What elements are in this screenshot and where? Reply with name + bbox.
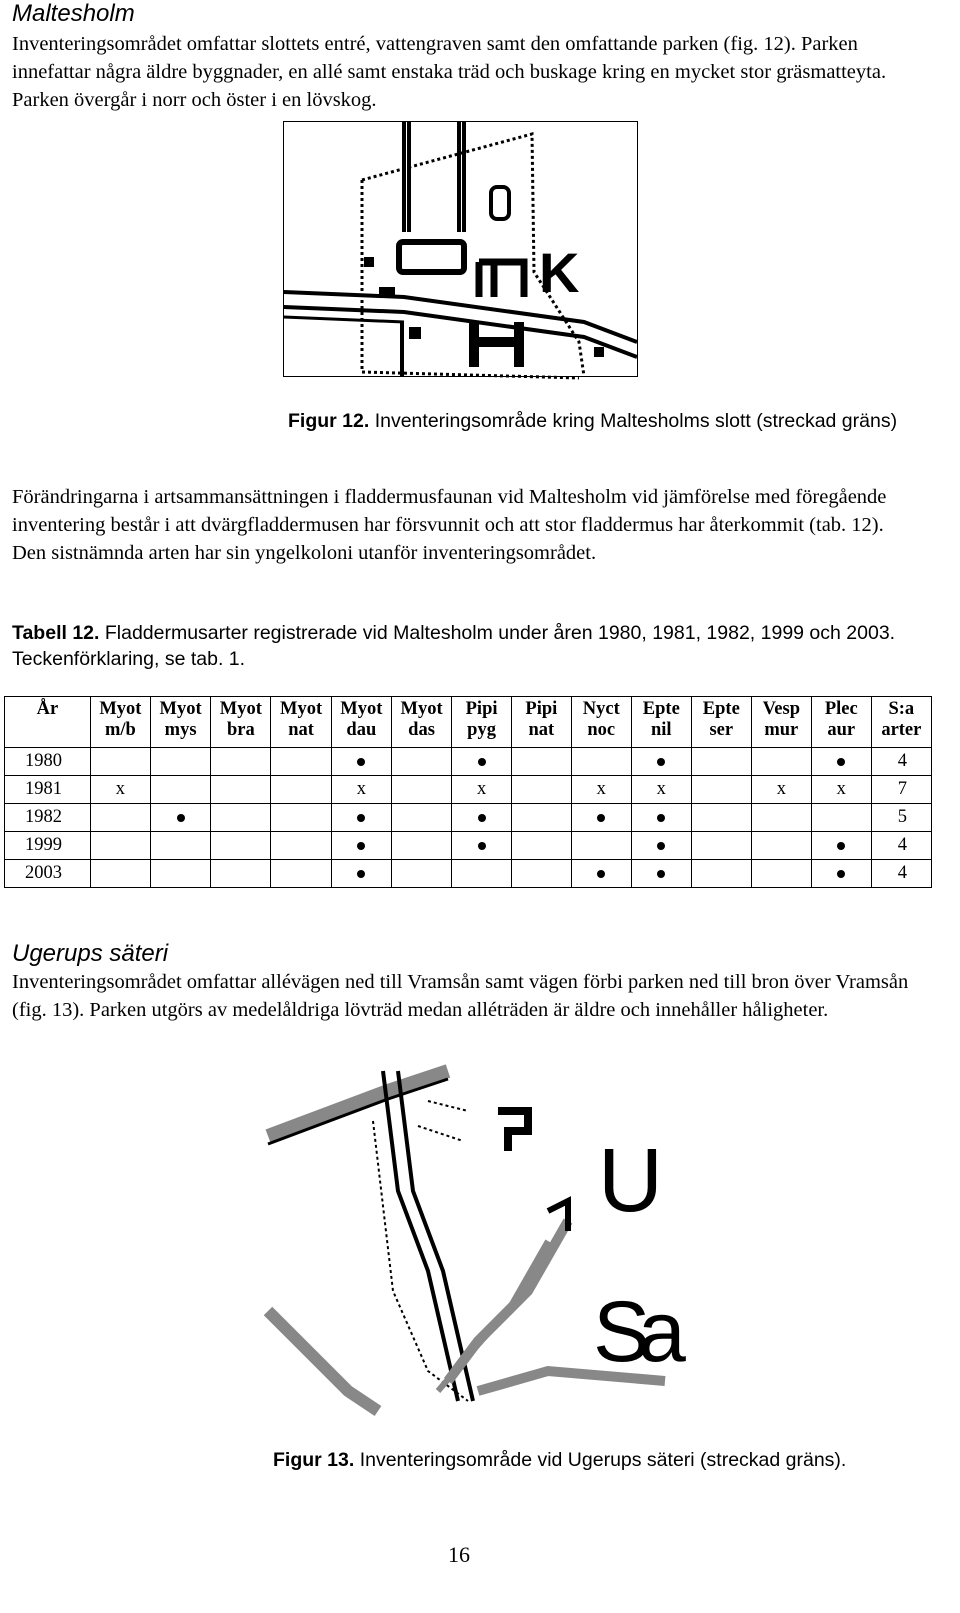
table-row <box>5 804 932 832</box>
table-12-label: Tabell 12. <box>12 622 100 644</box>
figure-12-map <box>283 121 638 377</box>
table-cell <box>811 804 871 832</box>
observation-dot-icon <box>597 814 605 822</box>
table-header-line-2: dau <box>346 720 377 740</box>
paragraph-changes: Förändringarna i artsammansättningen i fladdermusfaunan vid Maltesholm vid jämförelse med föregående inventering består i att dvärgfladdermusen har försvunnit och att stor fladdermus har återkommit (tab. 12). Den sistnämnda arten har sin yngelkoloni utanför inventeringsområdet. <box>12 486 887 564</box>
table-cell <box>271 748 331 776</box>
maltesholm-map-drawing <box>284 122 637 376</box>
table-header-cell <box>571 697 631 748</box>
table-cell: x <box>811 776 871 804</box>
table-header-cell <box>631 697 691 748</box>
table-cell <box>211 776 271 804</box>
table-cell <box>391 804 451 832</box>
table-header-cell <box>811 697 871 748</box>
table-12-caption-text: Fladdermusarter registrerade vid Maltesholm under åren 1980, 1981, 1982, 1999 och 2003. Teckenförklaring, se tab. 1. <box>12 622 896 670</box>
table-header-cell <box>331 697 391 748</box>
observation-dot-icon <box>837 758 845 766</box>
figure-13-map <box>268 1071 686 1411</box>
table-cell-observed <box>631 832 691 860</box>
map-label-k: K <box>539 241 580 304</box>
table-cell-observed <box>811 748 871 776</box>
table-cell-observed <box>452 804 512 832</box>
table-header-line-2: ser <box>709 720 734 740</box>
table-header-line-2: m/b <box>104 720 136 740</box>
table-cell: x <box>751 776 811 804</box>
map-label-a: a <box>638 1284 686 1380</box>
table-cell-year: 1999 <box>5 832 91 860</box>
table-cell <box>391 832 451 860</box>
table-cell <box>90 748 150 776</box>
observation-dot-icon <box>478 758 486 766</box>
section-intro-maltesholm: Inventeringsområdet omfattar slottets entré, vattengraven samt den omfattande parken (fig. 12). Parken innefattar några äldre byggnader, en allé samt enstaka träd och buskage kring en mycket stor gräsmatteyta. Parken övergår i norr och öster i en lövskog. <box>12 33 887 111</box>
table-cell-year: 1981 <box>5 776 91 804</box>
table-cell-observed <box>452 832 512 860</box>
table-cell-observed <box>331 804 391 832</box>
table-row <box>5 748 932 776</box>
table-cell <box>90 804 150 832</box>
table-cell-observed <box>811 832 871 860</box>
table-header-line-1: Plec <box>824 699 858 719</box>
table-cell-total: 5 <box>871 804 931 832</box>
section-intro-ugerups: Inventeringsområdet omfattar allévägen ned till Vramsån samt vägen förbi parken ned till bron över Vramsån (fig. 13). Parken utgörs av medelåldriga lövträd medan alléträden är äldre och innehåller håligheter. <box>12 971 909 1021</box>
observation-dot-icon <box>357 758 365 766</box>
table-header-cell <box>391 697 451 748</box>
figure-13-text: Inventeringsområde vid Ugerups säteri (streckad gräns). <box>354 1449 847 1471</box>
table-cell <box>691 776 751 804</box>
observation-dot-icon <box>837 842 845 850</box>
table-header-line-2: das <box>408 720 435 740</box>
table-cell-total: 4 <box>871 860 931 888</box>
ugerups-map-drawing <box>268 1071 686 1411</box>
table-12 <box>4 696 932 888</box>
table-cell <box>271 804 331 832</box>
page-number: 16 <box>448 1542 470 1567</box>
table-header-cell <box>271 697 331 748</box>
table-cell <box>151 776 211 804</box>
table-header-cell <box>151 697 211 748</box>
table-cell <box>511 860 571 888</box>
table-header-line-1: Epte <box>642 699 680 719</box>
table-header-cell <box>511 697 571 748</box>
table-cell-observed <box>331 860 391 888</box>
table-cell <box>691 832 751 860</box>
table-cell <box>751 804 811 832</box>
observation-dot-icon <box>597 870 605 878</box>
table-header-line-2: noc <box>587 720 616 740</box>
table-header-line-1: År <box>36 699 59 719</box>
observation-dot-icon <box>478 814 486 822</box>
table-cell <box>751 832 811 860</box>
table-cell: x <box>331 776 391 804</box>
table-cell: x <box>452 776 512 804</box>
table-header-line-1: Myot <box>219 699 262 719</box>
table-cell <box>271 860 331 888</box>
table-cell <box>151 860 211 888</box>
observation-dot-icon <box>837 870 845 878</box>
table-header-line-2: nil <box>651 720 672 740</box>
observation-dot-icon <box>657 814 665 822</box>
table-cell: x <box>571 776 631 804</box>
table-cell <box>511 748 571 776</box>
observation-dot-icon <box>657 870 665 878</box>
table-cell <box>211 804 271 832</box>
table-cell <box>571 832 631 860</box>
table-cell <box>211 832 271 860</box>
table-cell-observed <box>811 860 871 888</box>
table-header-line-1: Epte <box>702 699 740 719</box>
table-header-line-1: Nyct <box>582 699 620 719</box>
observation-dot-icon <box>357 842 365 850</box>
table-cell <box>511 804 571 832</box>
figure-13-caption <box>273 1447 953 1473</box>
table-cell <box>211 860 271 888</box>
table-cell-year: 1982 <box>5 804 91 832</box>
table-cell <box>751 860 811 888</box>
map-label-s: S <box>593 1284 651 1380</box>
table-cell-observed <box>631 748 691 776</box>
observation-dot-icon <box>177 814 185 822</box>
table-header-cell <box>751 697 811 748</box>
table-cell <box>691 804 751 832</box>
table-header-line-2: pyg <box>467 720 496 740</box>
table-cell-total: 4 <box>871 832 931 860</box>
observation-dot-icon <box>478 842 486 850</box>
table-cell-observed <box>151 804 211 832</box>
table-header-cell <box>691 697 751 748</box>
table-header-row <box>5 697 932 748</box>
table-cell-observed <box>571 804 631 832</box>
table-cell <box>511 776 571 804</box>
table-header-line-1: Pipi <box>525 699 558 719</box>
table-cell <box>271 776 331 804</box>
section-title-ugerups: Ugerups säteri <box>12 940 169 967</box>
table-header-cell <box>452 697 512 748</box>
table-12-caption <box>12 620 912 672</box>
table-cell <box>271 832 331 860</box>
observation-dot-icon <box>657 758 665 766</box>
table-cell-observed <box>571 860 631 888</box>
table-header-line-1: S:a <box>888 699 915 719</box>
map-label-u: U <box>598 1131 663 1231</box>
table-header-line-2: bra <box>226 720 255 740</box>
table-header-line-2: nat <box>288 720 314 740</box>
table-cell <box>391 748 451 776</box>
table-header-line-1: Myot <box>280 699 323 719</box>
table-cell-total: 7 <box>871 776 931 804</box>
table-cell: x <box>90 776 150 804</box>
table-header-cell <box>5 697 91 748</box>
table-cell <box>691 748 751 776</box>
table-header-line-1: Pipi <box>465 699 498 719</box>
table-cell <box>151 748 211 776</box>
table-header-line-2: arter <box>881 720 922 740</box>
figure-12-label: Figur 12. <box>288 410 370 432</box>
observation-dot-icon <box>357 870 365 878</box>
table-row <box>5 776 932 804</box>
observation-dot-icon <box>357 814 365 822</box>
table-cell-total: 4 <box>871 748 931 776</box>
table-header-line-1: Myot <box>99 699 142 719</box>
table-cell <box>571 748 631 776</box>
table-cell <box>151 832 211 860</box>
table-header-line-1: Myot <box>159 699 202 719</box>
table-cell-observed <box>631 860 691 888</box>
table-header-line-2: aur <box>827 720 856 740</box>
table-cell <box>211 748 271 776</box>
table-cell <box>751 748 811 776</box>
table-row <box>5 832 932 860</box>
table-cell-observed <box>331 748 391 776</box>
table-header-line-1: Vesp <box>762 699 801 719</box>
table-cell <box>691 860 751 888</box>
table-cell <box>452 860 512 888</box>
table-cell <box>391 860 451 888</box>
table-cell-observed <box>331 832 391 860</box>
figure-12-caption <box>288 408 928 434</box>
table-header-line-2: mur <box>764 720 799 740</box>
table-header-line-2: mys <box>164 720 197 740</box>
table-header-cell <box>871 697 931 748</box>
observation-dot-icon <box>657 842 665 850</box>
table-cell <box>511 832 571 860</box>
table-header-line-1: Myot <box>340 699 383 719</box>
section-title-maltesholm: Maltesholm <box>12 0 135 27</box>
table-cell-observed <box>631 804 691 832</box>
table-row <box>5 860 932 888</box>
table-cell <box>90 832 150 860</box>
table-header-cell <box>90 697 150 748</box>
figure-12-text: Inventeringsområde kring Maltesholms slott (streckad gräns) <box>369 410 898 432</box>
table-header-line-1: Myot <box>400 699 443 719</box>
table-header-cell <box>211 697 271 748</box>
table-cell-year: 2003 <box>5 860 91 888</box>
table-cell-observed <box>452 748 512 776</box>
table-cell <box>90 860 150 888</box>
table-cell-year: 1980 <box>5 748 91 776</box>
figure-13-label: Figur 13. <box>273 1449 355 1471</box>
table-cell: x <box>631 776 691 804</box>
table-cell <box>391 776 451 804</box>
table-header-line-2: nat <box>528 720 555 740</box>
